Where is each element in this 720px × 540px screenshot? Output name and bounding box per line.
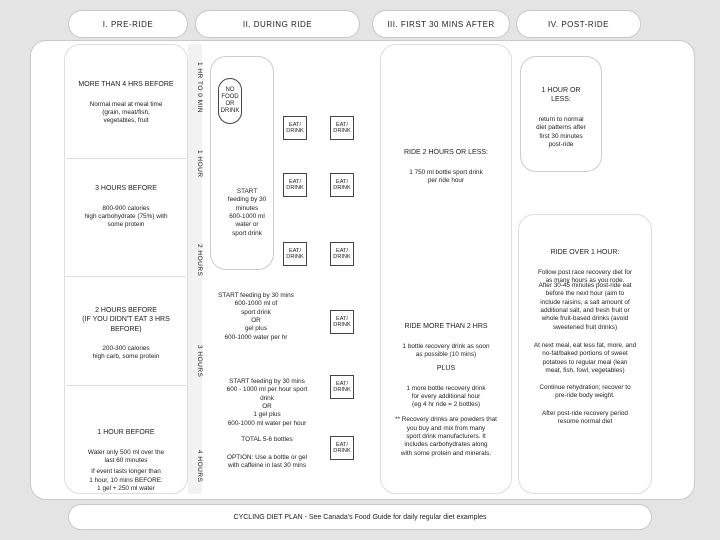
pre-ride-2hrs [68, 298, 184, 370]
pre-ride-10min [68, 460, 184, 502]
post-30-45: After 30-45 minutes post-ride eat before the next hour (aim to include raisins, a salt amount of additional salt, and fresh fruit or whole fruit-based drinks (avoid sweetened fruit drinks) [538, 282, 632, 331]
after-plus-body: 1 more bottle recovery drink for every additional hour (eg 4 hr ride = 2 bottles) [406, 384, 486, 409]
post-1hr-less-body: return to normal diet patterns after first 30 minutes post-ride [536, 115, 586, 148]
during-option: OPTION: Use a bottle or gel with caffeine in last 30 mins [227, 454, 307, 470]
header-post-ride [516, 10, 641, 38]
header-pre-ride [68, 10, 188, 38]
post-rehydration: Continue rehydration; recover to pre-ride body weight. [539, 384, 631, 400]
pre-ride-2hrs-body: 200-300 calories high carb, some protein [92, 344, 160, 361]
during-total: TOTAL 5-6 bottles [241, 436, 293, 443]
time-label-1: 1 HOUR [196, 150, 203, 178]
time-label-0: 1 HR TO 0 MIN [196, 62, 203, 114]
eat-drink-box: EAT/ DRINK [283, 242, 307, 266]
time-label-2: 2 HOURS [196, 244, 203, 277]
pre-ride-3hrs-title: 3 HOURS BEFORE [95, 185, 157, 193]
eat-drink-box: EAT/ DRINK [330, 436, 354, 460]
pre-ride-4hrs-title: MORE THAN 4 HRS BEFORE [78, 81, 174, 89]
during-block-3: START feeding by 30 mins 600 - 1000 ml per hour sport drink OR 1 gel plus 600-1000 ml water per hour [226, 378, 308, 427]
during-block-2: START feeding by 30 mins 600-1000 ml of sport drink OR gel plus 600-1000 water per hr [218, 292, 294, 341]
post-1hr-less-title: 1 HOUR OR LESS: [541, 87, 581, 104]
post-over-1hr-body: Follow post race recovery diet for as many hours as you rode. [537, 268, 633, 285]
after-note-body: ** Recovery drinks are powders that you buy and mix from many sport drink manufacturers. It includes carbohydrates along with some protein and minerals. [395, 416, 497, 457]
pre-ride-4hrs [68, 72, 184, 134]
post-over-1hr-title: RIDE OVER 1 HOUR: [550, 249, 620, 257]
pre-ride-1hr-title: 1 HOUR BEFORE [97, 429, 155, 437]
post-1hr-less [520, 78, 602, 157]
header-pre-ride-label: I. PRE-RIDE [102, 19, 154, 29]
pre-ride-10min-body: If event lasts longer than 1 hour, 10 mins BEFORE: 1 gel + 250 ml water [89, 468, 163, 492]
after-plus-title: PLUS [436, 365, 456, 373]
footer-note [68, 504, 652, 530]
after-2hrs-less-body: 1 750 ml bottle sport drink per ride hour [409, 168, 483, 185]
header-during-ride [195, 10, 360, 38]
divider [66, 385, 186, 386]
eat-drink-box: EAT/ DRINK [330, 242, 354, 266]
pre-ride-3hrs-body: 800-900 calories high carbohydrate (75%) with some protein [84, 204, 168, 229]
eat-drink-box: EAT/ DRINK [330, 310, 354, 334]
divider [66, 158, 186, 159]
header-after-ride [372, 10, 510, 38]
post-resume: After post-ride recovery period resume normal diet [542, 410, 628, 426]
pre-ride-4hrs-body: Normal meal at meal time (grain, meat/fish, vegetables, fruit [89, 100, 163, 125]
eat-drink-box: EAT/ DRINK [330, 375, 354, 399]
eat-drink-box: EAT/ DRINK [283, 173, 307, 197]
after-2hrs-less-title: RIDE 2 HOURS OR LESS: [403, 149, 489, 157]
header-after-ride-label: III. FIRST 30 MINS AFTER [387, 19, 495, 29]
pre-ride-3hrs [68, 176, 184, 238]
divider [66, 276, 186, 277]
eat-drink-box: EAT/ DRINK [283, 116, 307, 140]
time-label-4: 4 HOURS [196, 450, 203, 483]
pre-ride-1hr-body: Water only 500 ml over the last 60 minutes [87, 448, 165, 465]
footer-note-label: CYCLING DIET PLAN - See Canada's Food Guide for daily regular diet examples [233, 513, 487, 521]
no-food-box: NO FOOD OR DRINK [218, 78, 242, 124]
eat-drink-box: EAT/ DRINK [330, 116, 354, 140]
header-post-ride-label: IV. POST-RIDE [548, 19, 609, 29]
time-label-3: 3 HOURS [196, 345, 203, 378]
during-block-1: START feeding by 30 minutes 600-1000 ml water or sport drink [227, 188, 267, 237]
pre-ride-2hrs-title: 2 HOURS BEFORE (IF YOU DIDN'T EAT 3 HRS BEFORE) [82, 307, 170, 333]
post-next-meal: At next meal, eat less fat, more, and no-fat/baked portions of sweet potatoes to regular meal (lean meat, fish, fowl, vegetables) [533, 342, 637, 374]
after-2hrs-less [382, 140, 510, 194]
eat-drink-box: EAT/ DRINK [330, 173, 354, 197]
after-more-2hrs-title: RIDE MORE THAN 2 HRS [404, 323, 488, 331]
header-during-ride-label: II. DURING RIDE [242, 19, 313, 29]
after-note [382, 408, 510, 466]
after-more-2hrs-body: 1 bottle recovery drink as soon as possible (10 mins) [402, 342, 490, 359]
